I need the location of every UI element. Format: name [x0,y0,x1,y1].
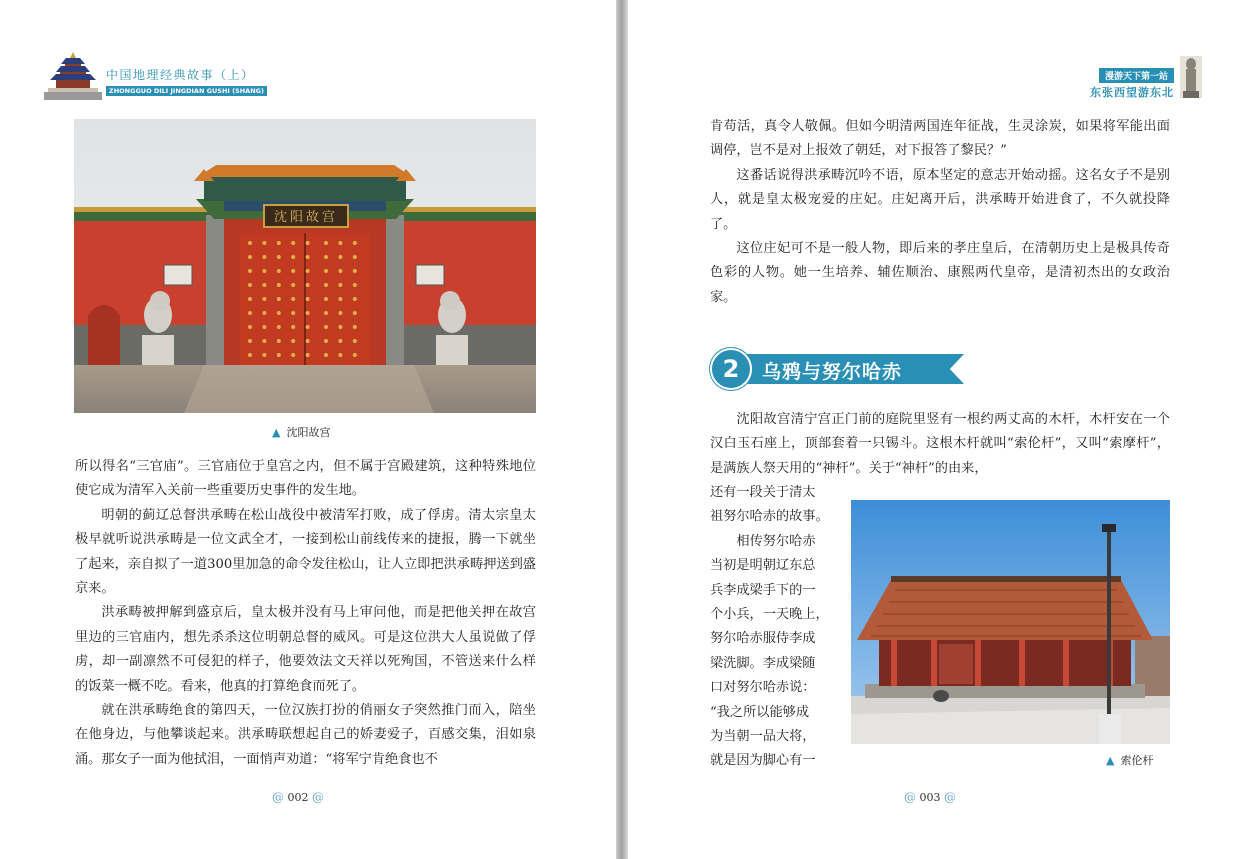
series-title: 中国地理经典故事（上） [106,68,255,82]
left-page [0,0,616,859]
triangle-up-icon: ▲ [272,426,281,439]
text-line: 口对努尔哈赤说： [710,680,816,696]
paragraph: 这番话说得洪承畴沉吟不语，原本坚定的意志开始动摇。这名女子不是别人，就是皇太极宠爱的庄妃。庄妃离开后，洪承畴开始进食了，不久就投降了。 [710,167,1170,232]
paragraph: 就在洪承畴绝食的第四天，一位汉族打扮的俏丽女子突然推门而入，陪坐在他身边，与他攀谈起来。洪承畴联想起自己的娇妻爱子，百感交集，泪如泉涌。那女子一面为他拭泪，一面悄声劝道：“将军宁肯绝食也不 [75,703,536,767]
paragraph: 肯苟活，真令人敬佩。但如今明清两国连年征战，生灵涂炭，如果将军能出面调停，岂不是对上报效了朝廷，对下报答了黎民？” [710,119,1170,159]
text-line: 祖努尔哈赤的故事。 [710,509,829,525]
paragraph: 明朝的蓟辽总督洪承畴在松山战役中被清军打败，成了俘虏。清太宗皇太极早就听说洪承畴是一位文武全才，一接到松山前线传来的捷报，腾一下就坐了起来，亲自拟了一道300里加急的命令发往松山，让人立即把洪承畴押送到盛京来。 [75,507,536,597]
chapter-label: 东张西望游东北 [1090,86,1174,99]
right-page [628,0,1244,859]
book-gutter [616,0,628,859]
suolun-pole-photo [851,500,1170,744]
chapter-header [1042,56,1202,100]
swirl-ornament-icon: @ [904,790,916,804]
text-line: 还有一段关于清太 [710,485,816,500]
text-line: 相传努尔哈赤 [736,533,816,549]
narrow-text-column [710,481,850,774]
section-heading [710,348,970,390]
photo-caption: ▲ 沈阳故宫 [272,426,331,439]
section-number: 2 [710,348,752,390]
section-paragraph: 沈阳故宫清宁宫正门前的庭院里竖有一根约两丈高的木杆，木杆安在一个汉白玉石座上，顶部套着一只锡斗。这根木杆就叫“索伦杆”，又叫“索摩杆”，是满族人祭天用的“神杆”。关于“神杆”的由来， [710,412,1170,476]
text-line: 就是因为脚心有一 [710,753,816,769]
text-line: 兵李成梁手下的一 [710,582,816,598]
page-number: @ 002 @ [272,790,324,804]
swirl-ornament-icon: @ [312,790,324,804]
right-body-text-top [710,115,1170,310]
temple-of-heaven-icon [44,52,102,100]
text-line: 为当朝一品大将， [710,729,816,745]
paragraph: 这位庄妃可不是一般人物，即后来的孝庄皇后，在清朝历史上是极具传奇色彩的人物。她一生培养、辅佐顺治、康熙两代皇帝，是清初杰出的女政治家。 [710,241,1170,305]
photo-caption: ▲ 索伦杆 [1106,754,1154,767]
text-line: 当初是明朝辽东总 [710,558,816,574]
paragraph: 洪承畴被押解到盛京后，皇太极并没有马上审问他，而是把他关押在故宫里边的三官庙内，想先杀杀这位明朝总督的威风。可是这位洪大人虽说做了俘虏，却一副凛然不可侵犯的样子，他要效法文天祥以死殉国，不管送来什么样的饭菜一概不吃。看来，他真的打算绝食而死了。 [75,605,536,694]
station-label: 漫游天下第一站 [1099,68,1174,83]
text-line: 个小兵，一天晚上， [710,607,829,623]
series-pinyin: ZHONGGUO DILI JINGDIAN GUSHI (SHANG) [106,86,267,96]
triangle-up-icon: ▲ [1106,754,1115,767]
text-line: “我之所以能够成 [710,704,810,720]
text-line: 梁洗脚。李成梁随 [710,655,816,671]
swirl-ornament-icon: @ [272,790,284,804]
page-number: @ 003 @ [904,790,956,804]
statue-icon [1180,56,1202,98]
series-header [44,52,274,100]
shenyang-palace-photo [74,119,536,413]
text-line: 努尔哈赤服侍李成 [710,631,816,647]
gate-plaque-text: 沈阳故宫 [273,210,339,225]
swirl-ornament-icon: @ [944,790,956,804]
paragraph: 所以得名“三官庙”。三官庙位于皇宫之内，但不属于宫殿建筑，这种特殊地位使它成为清军入关前一些重要历史事件的发生地。 [75,459,536,499]
left-body-text [75,455,536,772]
section-title: 乌鸦与努尔哈赤 [762,361,903,383]
